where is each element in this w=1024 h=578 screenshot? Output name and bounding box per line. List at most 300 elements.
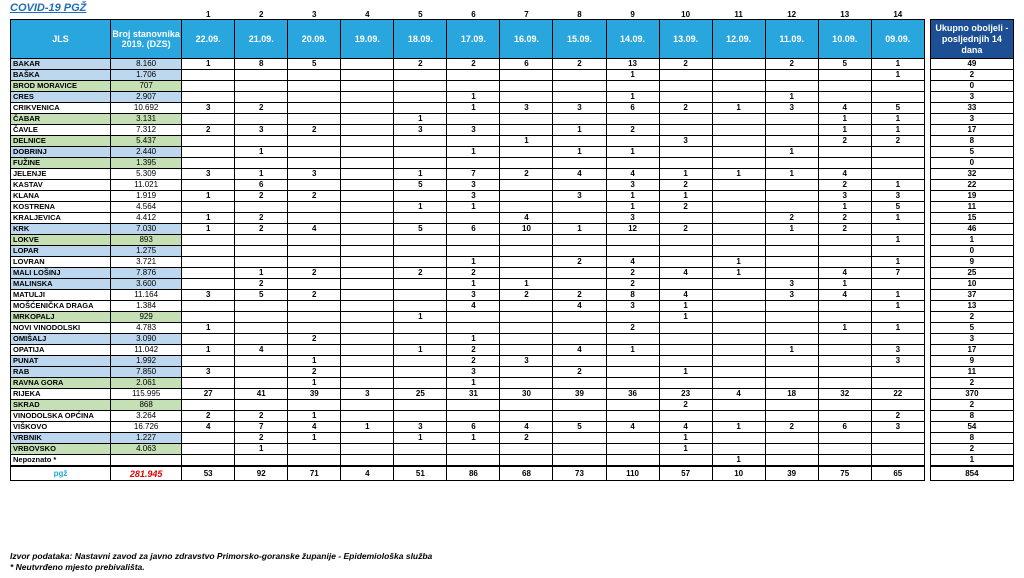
case-count	[765, 433, 818, 444]
case-count: 39	[288, 389, 341, 400]
case-count	[341, 444, 394, 455]
case-count	[235, 257, 288, 268]
case-count: 1	[606, 147, 659, 158]
table-row	[11, 70, 1014, 81]
case-count: 3	[765, 290, 818, 301]
case-count: 4	[818, 103, 871, 114]
case-count	[659, 323, 712, 334]
case-count	[341, 334, 394, 345]
case-count: 1	[712, 455, 765, 467]
case-count: 2	[659, 224, 712, 235]
case-count	[659, 279, 712, 290]
population-value: 1.919	[111, 191, 182, 202]
case-count	[500, 125, 553, 136]
case-count	[712, 235, 765, 246]
case-count: 4	[606, 257, 659, 268]
table-row	[11, 125, 1014, 136]
case-count	[288, 400, 341, 411]
case-count	[341, 323, 394, 334]
population-value: 3.090	[111, 334, 182, 345]
case-count	[712, 136, 765, 147]
row-total: 37	[930, 290, 1013, 301]
case-count	[235, 378, 288, 389]
row-total: 2	[930, 444, 1013, 455]
case-count: 1	[871, 323, 924, 334]
row-total: 5	[930, 323, 1013, 334]
case-count: 12	[606, 224, 659, 235]
case-count	[659, 147, 712, 158]
case-count: 1	[394, 202, 447, 213]
case-count: 1	[765, 224, 818, 235]
case-count	[553, 70, 606, 81]
case-count	[288, 213, 341, 224]
row-total: 46	[930, 224, 1013, 235]
case-count: 2	[288, 290, 341, 301]
source-note: Izvor podataka: Nastavni zavod za javno zdravstvo Primorsko-goranske županije - Epidemiološka služba	[10, 551, 433, 561]
case-count: 2	[447, 356, 500, 367]
case-count	[712, 81, 765, 92]
case-count: 3	[553, 103, 606, 114]
case-count	[553, 279, 606, 290]
case-count	[341, 125, 394, 136]
case-count	[288, 301, 341, 312]
case-count	[500, 301, 553, 312]
case-count: 2	[288, 367, 341, 378]
case-count	[553, 235, 606, 246]
case-count	[288, 114, 341, 125]
case-count	[394, 246, 447, 257]
case-count: 2	[500, 169, 553, 180]
day-number: 2	[259, 11, 264, 19]
case-count: 5	[394, 180, 447, 191]
case-count	[182, 433, 235, 444]
row-total: 9	[930, 257, 1013, 268]
case-count	[818, 444, 871, 455]
case-count: 3	[182, 103, 235, 114]
case-count: 2	[659, 202, 712, 213]
case-count	[818, 356, 871, 367]
population-value: 7.876	[111, 268, 182, 279]
case-count: 36	[606, 389, 659, 400]
case-count: 1	[712, 422, 765, 433]
case-count: 5	[394, 224, 447, 235]
case-count: 1	[235, 268, 288, 279]
case-count	[288, 444, 341, 455]
summary-row	[11, 466, 1014, 481]
case-count	[341, 312, 394, 323]
case-count	[712, 92, 765, 103]
day-total: 73	[553, 466, 606, 481]
case-count	[606, 136, 659, 147]
case-count: 2	[765, 213, 818, 224]
municipality-name: BAŠKA	[11, 70, 111, 81]
case-count: 2	[818, 136, 871, 147]
case-count	[182, 158, 235, 169]
case-count	[288, 136, 341, 147]
case-count	[765, 81, 818, 92]
case-count: 2	[394, 59, 447, 70]
population-value: 1.275	[111, 246, 182, 257]
case-count	[341, 114, 394, 125]
table-row	[11, 114, 1014, 125]
municipality-name: LOPAR	[11, 246, 111, 257]
population-value: 4.564	[111, 202, 182, 213]
case-count	[341, 356, 394, 367]
case-count: 1	[818, 202, 871, 213]
day-total: 68	[500, 466, 553, 481]
case-count: 1	[553, 147, 606, 158]
case-count: 1	[182, 323, 235, 334]
case-count	[341, 411, 394, 422]
total-header: Ukupno oboljeli - posljednjih 14 dana	[930, 20, 1013, 59]
case-count	[871, 169, 924, 180]
case-count: 1	[182, 59, 235, 70]
case-count	[712, 202, 765, 213]
case-count	[712, 367, 765, 378]
case-count: 2	[606, 268, 659, 279]
jls-header: JLS	[11, 20, 111, 59]
case-count: 5	[871, 103, 924, 114]
case-count: 1	[606, 92, 659, 103]
case-count	[182, 356, 235, 367]
day-number: 7	[524, 11, 529, 19]
population-header: Broj stanovnika 2019. (DZS)	[111, 20, 182, 59]
case-count	[765, 455, 818, 467]
case-count	[818, 433, 871, 444]
case-count	[182, 180, 235, 191]
case-count: 22	[871, 389, 924, 400]
case-count	[394, 70, 447, 81]
case-count	[235, 114, 288, 125]
case-count	[182, 202, 235, 213]
case-count: 3	[500, 103, 553, 114]
case-count: 1	[235, 444, 288, 455]
municipality-name: MATULJI	[11, 290, 111, 301]
case-count	[394, 136, 447, 147]
case-count: 3	[447, 191, 500, 202]
case-count	[606, 312, 659, 323]
case-count	[871, 367, 924, 378]
case-count	[235, 202, 288, 213]
case-count	[447, 323, 500, 334]
case-count	[765, 202, 818, 213]
case-count: 1	[447, 433, 500, 444]
population-value: 3.131	[111, 114, 182, 125]
case-count: 6	[818, 422, 871, 433]
case-count	[765, 136, 818, 147]
municipality-name: CRIKVENICA	[11, 103, 111, 114]
case-count: 2	[288, 268, 341, 279]
case-count: 1	[288, 378, 341, 389]
day-number: 9	[630, 11, 635, 19]
case-count: 1	[712, 257, 765, 268]
case-count	[394, 323, 447, 334]
case-count	[235, 312, 288, 323]
date-header: 10.09.	[818, 20, 871, 59]
population-value: 2.907	[111, 92, 182, 103]
case-count	[182, 378, 235, 389]
day-total: 4	[341, 466, 394, 481]
case-count: 1	[447, 103, 500, 114]
case-count	[765, 378, 818, 389]
case-count	[659, 334, 712, 345]
case-count: 7	[235, 422, 288, 433]
case-count	[288, 158, 341, 169]
case-count: 2	[235, 433, 288, 444]
case-count: 1	[712, 103, 765, 114]
municipality-name: FUŽINE	[11, 158, 111, 169]
day-total: 92	[235, 466, 288, 481]
case-count: 1	[447, 334, 500, 345]
case-count: 39	[553, 389, 606, 400]
case-count	[447, 444, 500, 455]
day-total: 75	[818, 466, 871, 481]
case-count: 2	[553, 290, 606, 301]
case-count	[765, 356, 818, 367]
case-count: 3	[606, 180, 659, 191]
case-count: 2	[447, 268, 500, 279]
row-total: 3	[930, 334, 1013, 345]
case-count	[341, 378, 394, 389]
case-count	[235, 367, 288, 378]
case-count	[712, 191, 765, 202]
case-count	[606, 356, 659, 367]
case-count: 3	[871, 356, 924, 367]
population-value: 8.160	[111, 59, 182, 70]
case-count: 1	[235, 169, 288, 180]
case-count	[871, 246, 924, 257]
case-count	[182, 147, 235, 158]
municipality-name: KRALJEVICA	[11, 213, 111, 224]
population-value: 4.412	[111, 213, 182, 224]
population-value: 2.440	[111, 147, 182, 158]
table-row	[11, 345, 1014, 356]
case-count	[553, 202, 606, 213]
case-count	[659, 257, 712, 268]
case-count: 1	[553, 224, 606, 235]
case-count	[765, 191, 818, 202]
case-count: 4	[500, 213, 553, 224]
case-count	[818, 312, 871, 323]
row-total: 8	[930, 433, 1013, 444]
case-count: 4	[818, 290, 871, 301]
row-total: 5	[930, 147, 1013, 158]
municipality-name: MALI LOŠINJ	[11, 268, 111, 279]
case-count	[606, 246, 659, 257]
blank-cell	[11, 11, 111, 20]
case-count: 1	[606, 70, 659, 81]
case-count	[288, 246, 341, 257]
case-count	[659, 92, 712, 103]
case-count: 7	[871, 268, 924, 279]
case-count: 1	[182, 224, 235, 235]
case-count	[500, 235, 553, 246]
case-count	[712, 290, 765, 301]
case-count: 2	[182, 411, 235, 422]
case-count: 1	[606, 202, 659, 213]
case-count	[182, 312, 235, 323]
case-count	[394, 400, 447, 411]
case-count: 1	[394, 169, 447, 180]
case-count	[447, 81, 500, 92]
case-count	[659, 345, 712, 356]
case-count: 3	[871, 422, 924, 433]
case-count: 31	[447, 389, 500, 400]
case-count: 4	[659, 290, 712, 301]
table-row	[11, 301, 1014, 312]
case-count: 3	[341, 389, 394, 400]
case-count	[341, 246, 394, 257]
report-title[interactable]: COVID-19 PGŽ	[10, 2, 87, 14]
case-count: 2	[818, 224, 871, 235]
case-count: 2	[659, 180, 712, 191]
case-count	[500, 191, 553, 202]
case-count	[712, 147, 765, 158]
table-row	[11, 290, 1014, 301]
case-count	[818, 70, 871, 81]
case-count	[765, 367, 818, 378]
case-count	[235, 323, 288, 334]
case-count	[765, 268, 818, 279]
case-count	[500, 444, 553, 455]
municipality-name: Nepoznato *	[11, 455, 111, 467]
case-count	[606, 114, 659, 125]
case-count	[553, 114, 606, 125]
table-row	[11, 323, 1014, 334]
row-total: 370	[930, 389, 1013, 400]
case-count	[818, 235, 871, 246]
case-count: 4	[659, 422, 712, 433]
case-count: 2	[288, 191, 341, 202]
municipality-name: KLANA	[11, 191, 111, 202]
case-count	[765, 411, 818, 422]
row-total: 17	[930, 125, 1013, 136]
population-value: 893	[111, 235, 182, 246]
municipality-name: NOVI VINODOLSKI	[11, 323, 111, 334]
day-number: 8	[577, 11, 582, 19]
population-total: 281.945	[111, 466, 182, 481]
date-header: 15.09.	[553, 20, 606, 59]
case-count: 4	[288, 224, 341, 235]
case-count	[341, 81, 394, 92]
case-count	[500, 334, 553, 345]
case-count	[341, 136, 394, 147]
case-count	[659, 235, 712, 246]
case-count: 1	[871, 70, 924, 81]
municipality-name: RAB	[11, 367, 111, 378]
case-count	[659, 114, 712, 125]
case-count: 4	[606, 422, 659, 433]
population-value: 929	[111, 312, 182, 323]
row-total: 2	[930, 378, 1013, 389]
case-count	[447, 158, 500, 169]
case-count	[182, 235, 235, 246]
case-count	[765, 301, 818, 312]
case-count: 2	[818, 213, 871, 224]
day-number: 14	[893, 11, 903, 19]
population-value: 7.312	[111, 125, 182, 136]
header-row	[11, 20, 1014, 59]
case-count: 5	[871, 202, 924, 213]
case-count: 2	[182, 125, 235, 136]
municipality-name: MOŠĆENIČKA DRAGA	[11, 301, 111, 312]
case-count: 1	[871, 235, 924, 246]
row-total: 10	[930, 279, 1013, 290]
case-count	[341, 268, 394, 279]
population-value: 1.384	[111, 301, 182, 312]
case-count	[341, 213, 394, 224]
case-count	[288, 323, 341, 334]
municipality-name: VINODOLSKA OPĆINA	[11, 411, 111, 422]
case-count: 1	[712, 268, 765, 279]
case-count	[394, 356, 447, 367]
case-count: 1	[182, 213, 235, 224]
row-total: 3	[930, 92, 1013, 103]
case-count: 3	[235, 125, 288, 136]
case-count: 2	[288, 334, 341, 345]
case-count: 3	[765, 103, 818, 114]
population-value: 16.726	[111, 422, 182, 433]
case-count	[659, 411, 712, 422]
case-count	[765, 312, 818, 323]
case-count	[606, 455, 659, 467]
case-count	[606, 444, 659, 455]
day-total: 71	[288, 466, 341, 481]
case-count: 4	[712, 389, 765, 400]
row-total: 54	[930, 422, 1013, 433]
case-count	[606, 411, 659, 422]
case-count	[553, 92, 606, 103]
case-count	[553, 323, 606, 334]
case-count: 1	[394, 114, 447, 125]
table-row	[11, 147, 1014, 158]
case-count: 3	[394, 422, 447, 433]
case-count	[235, 158, 288, 169]
case-count: 1	[447, 202, 500, 213]
case-count	[182, 455, 235, 467]
table-row	[11, 191, 1014, 202]
case-count	[712, 444, 765, 455]
case-count	[341, 147, 394, 158]
case-count	[712, 411, 765, 422]
case-count: 4	[659, 268, 712, 279]
day-number: 10	[681, 11, 691, 19]
case-count: 1	[500, 279, 553, 290]
case-count	[394, 158, 447, 169]
case-count: 2	[500, 433, 553, 444]
case-count	[341, 433, 394, 444]
population-value: 4.063	[111, 444, 182, 455]
row-total: 9	[930, 356, 1013, 367]
case-count: 27	[182, 389, 235, 400]
case-count: 2	[818, 180, 871, 191]
case-count	[871, 334, 924, 345]
covid-table	[10, 11, 1014, 481]
case-count: 5	[553, 422, 606, 433]
case-count	[765, 158, 818, 169]
population-value: 7.850	[111, 367, 182, 378]
case-count	[182, 246, 235, 257]
case-count	[341, 345, 394, 356]
case-count	[341, 235, 394, 246]
case-count: 1	[447, 378, 500, 389]
case-count	[553, 136, 606, 147]
case-count: 2	[447, 59, 500, 70]
case-count: 1	[447, 257, 500, 268]
case-count	[394, 290, 447, 301]
table-row	[11, 279, 1014, 290]
case-count: 3	[871, 191, 924, 202]
